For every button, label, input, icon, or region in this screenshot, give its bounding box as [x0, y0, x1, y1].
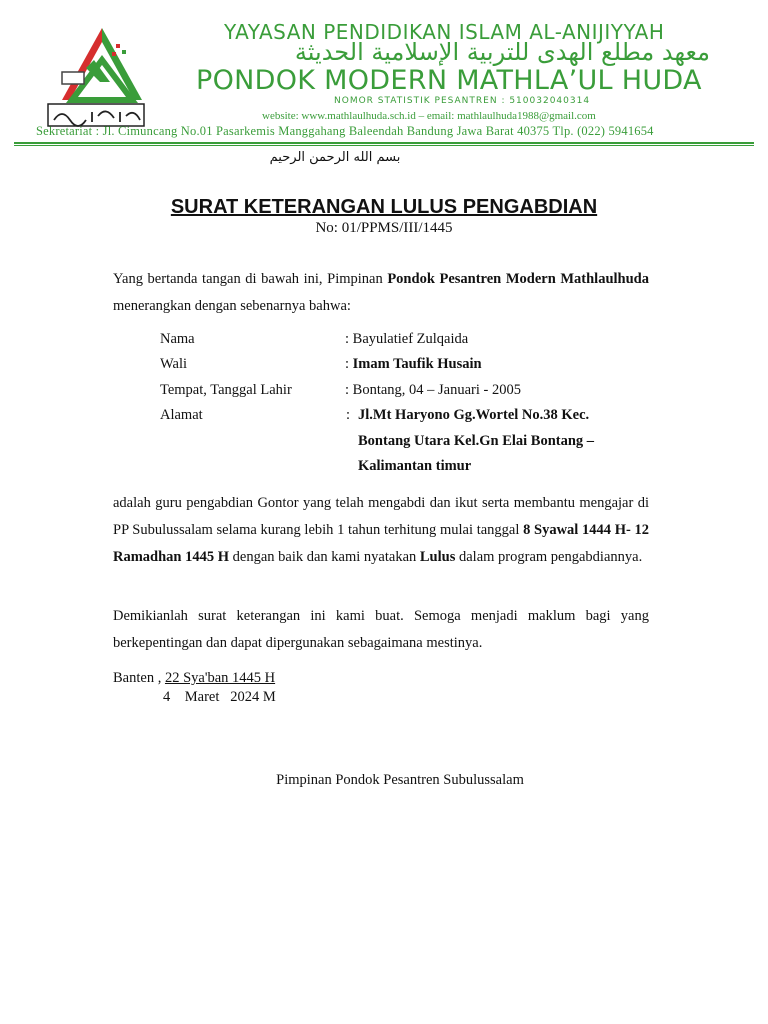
alamat-line-2: Bontang Utara Kel.Gn Elai Bontang –: [358, 433, 595, 449]
school-logo-icon: [42, 20, 154, 130]
status-lulus: Lulus: [419, 549, 456, 565]
statistic-number: NOMOR STATISTIK PESANTREN : 510032040314: [334, 96, 591, 106]
ttl-label: Tempat, Tanggal Lahir: [160, 382, 292, 398]
alamat-line-1: Jl.Mt Haryono Gg.Wortel No.38 Kec.: [358, 407, 590, 423]
service-period: 8 Syawal 1444 H- 12 Ramadhan 1445 H: [113, 522, 650, 565]
body-text-end: dalam program pengabdiannya.: [455, 549, 643, 565]
wali-label: Wali: [160, 356, 188, 372]
intro-text-end: menerangkan dengan sebenarnya bahwa:: [113, 298, 351, 314]
ttl-value: : Bontang, 04 – Januari - 2005: [345, 382, 521, 398]
alamat-line-3: Kalimantan timur: [358, 458, 472, 474]
nama-value: : Bayulatief Zulqaida: [345, 331, 469, 347]
wali-value: Imam Taufik Husain: [352, 356, 482, 372]
date-hijri: 22 Sya'ban 1445 H: [164, 670, 276, 686]
arabic-school-name: معهد مطلع الهدى للتربية الإسلامية الحديثة: [294, 38, 710, 66]
closing-paragraph: Demikianlah surat keterangan ini kami buat. Semoga menjadi maklum bagi yang berkepentingan dan dapat dipergunakan sebagaimana mestinya.: [113, 608, 649, 651]
document-title: SURAT KETERANGAN LULUS PENGABDIAN: [170, 196, 598, 218]
letterhead-divider-thin: [14, 145, 754, 146]
wali-colon: :: [345, 356, 353, 372]
date-gregorian: 4 Maret 2024 M: [163, 689, 276, 705]
contact-info: website: www.mathlaulhuda.sch.id – email: mathlaulhuda1988@gmail.com: [262, 110, 596, 122]
letterhead-divider: [14, 142, 754, 144]
body-paragraph: [113, 490, 649, 571]
bismillah: بسم الله الرحمن الرحيم: [269, 150, 401, 165]
alamat-label: Alamat: [160, 407, 203, 423]
place: Banten: [113, 670, 155, 686]
school-name: PONDOK MODERN MATHLA’UL HUDA: [196, 65, 702, 96]
place-date: Banten , 22 Sya'ban 1445 H: [113, 670, 276, 686]
foundation-name: YAYASAN PENDIDIKAN ISLAM AL-ANIJIYYAH: [224, 20, 665, 44]
body-text-mid: dengan baik dan kami nyatakan: [229, 549, 420, 565]
intro-text: Yang bertanda tangan di bawah ini, Pimpinan: [113, 271, 388, 287]
wali-field: [345, 356, 482, 373]
intro-paragraph: [113, 266, 649, 320]
document-number: No: 01/PPMS/III/1445: [315, 220, 453, 236]
secretariat-address: Sekretariat : Jl. Cimuncang No.01 Pasarkemis Manggahang Baleendah Bandung Jawa Barat 40375 Tlp. (022) 5941654: [36, 124, 654, 138]
body-text: adalah guru pengabdian Gontor yang telah mengabdi dan ikut serta membantu mengajar di PP Subulussalam selama kurang lebih 1 tahun terhitung mulai tanggal: [113, 495, 649, 538]
nama-label: Nama: [160, 331, 195, 347]
alamat-colon: :: [346, 407, 351, 423]
intro-school-name: Pondok Pesantren Modern Mathlaulhuda: [387, 271, 649, 287]
signatory: Pimpinan Pondok Pesantren Subulussalam: [276, 772, 524, 788]
